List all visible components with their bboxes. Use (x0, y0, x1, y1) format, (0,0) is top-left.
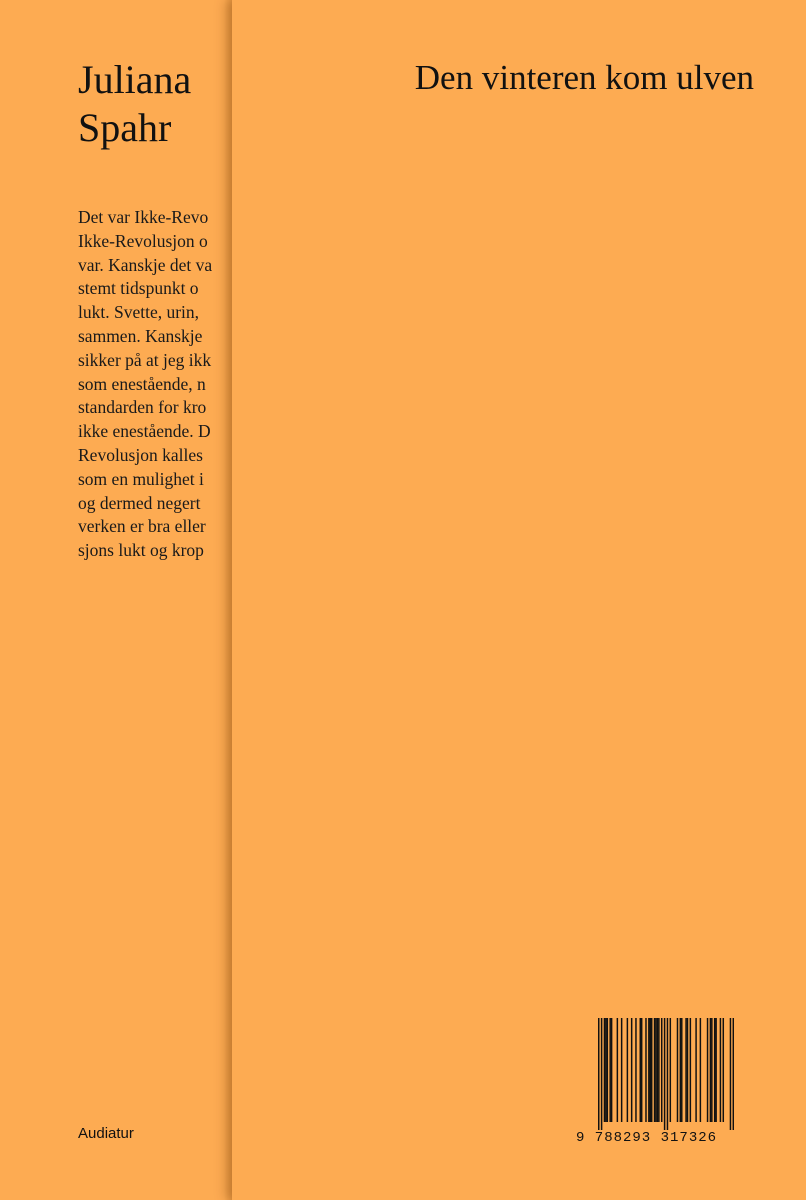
isbn-number: 9 788293 317326 (576, 1130, 718, 1146)
barcode-bars (598, 1018, 734, 1130)
publisher-name: Audiatur (78, 1125, 134, 1142)
barcode-bar (617, 1018, 618, 1122)
author-last-name: Spahr (78, 105, 172, 150)
barcode-bar (685, 1018, 686, 1122)
barcode-bar (645, 1018, 646, 1122)
blurb-line: som en mulighet i (78, 468, 204, 489)
blurb-line: var. Kanskje det va (78, 254, 213, 275)
barcode-bar (650, 1018, 651, 1122)
barcode-bar (733, 1018, 734, 1130)
blurb-line: og dermed negert (78, 492, 201, 513)
barcode-bar (641, 1018, 642, 1122)
blurb-line: standarden for kro (78, 397, 207, 418)
barcode-bar (661, 1018, 662, 1122)
barcode-bar (648, 1018, 649, 1122)
barcode-bar (598, 1018, 599, 1130)
barcode-bar (654, 1018, 655, 1122)
barcode-bar (621, 1018, 622, 1122)
barcode-bar (604, 1018, 605, 1122)
barcode-bar (635, 1018, 636, 1122)
barcode-bar (680, 1018, 681, 1122)
barcode-bar (714, 1018, 715, 1122)
blurb-line: verken er bra eller (78, 516, 206, 537)
barcode-bar (681, 1018, 682, 1122)
blurb-line: sikker på at jeg ikk (78, 349, 212, 370)
barcode-bar (720, 1018, 721, 1122)
barcode-bar (710, 1018, 711, 1122)
blurb-line: sammen. Kanskje (78, 325, 203, 346)
barcode-bar (711, 1018, 712, 1122)
barcode-bar (605, 1018, 606, 1122)
blurb-line: Det var Ikke-Revo (78, 207, 209, 227)
blurb-line: Ikke-Revolusjon o (78, 230, 208, 251)
barcode-bar (670, 1018, 671, 1122)
barcode-bar (707, 1018, 708, 1122)
barcode-bar (658, 1018, 659, 1122)
barcode-bar (667, 1018, 668, 1130)
blurb-text (78, 206, 232, 563)
blurb-line: stemt tidspunkt o (78, 278, 199, 299)
barcode-bar (657, 1018, 658, 1122)
barcode-bar (677, 1018, 678, 1122)
barcode-bar (631, 1018, 632, 1122)
blurb-line: som enestående, n (78, 373, 206, 394)
barcode-bar (723, 1018, 724, 1122)
barcode-bar (700, 1018, 701, 1122)
barcode-bar (627, 1018, 628, 1122)
author-first-name: Juliana (78, 57, 192, 102)
barcode-bar (695, 1018, 696, 1122)
barcode-bar (664, 1018, 665, 1130)
barcode-bar (601, 1018, 602, 1130)
barcode-bar (715, 1018, 716, 1122)
barcode-bar (655, 1018, 656, 1122)
blurb-line: sjons lukt og krop (78, 540, 204, 561)
blurb-line: ikke enestående. D (78, 421, 211, 442)
isbn-barcode (576, 1012, 756, 1160)
blurb-line: lukt. Svette, urin, (78, 302, 200, 323)
barcode-bar (687, 1018, 688, 1122)
barcode-bar (607, 1018, 608, 1122)
barcode-bar (651, 1018, 652, 1122)
book-title: Den vinteren kom ulven (414, 58, 754, 97)
barcode-bar (611, 1018, 612, 1122)
author-name (78, 56, 191, 152)
barcode-bar (609, 1018, 610, 1122)
blurb-line: Revolusjon kalles (78, 444, 203, 465)
barcode-bar (690, 1018, 691, 1122)
barcode-bar (730, 1018, 731, 1130)
barcode-bar (640, 1018, 641, 1122)
back-cover-flap (0, 0, 232, 1200)
